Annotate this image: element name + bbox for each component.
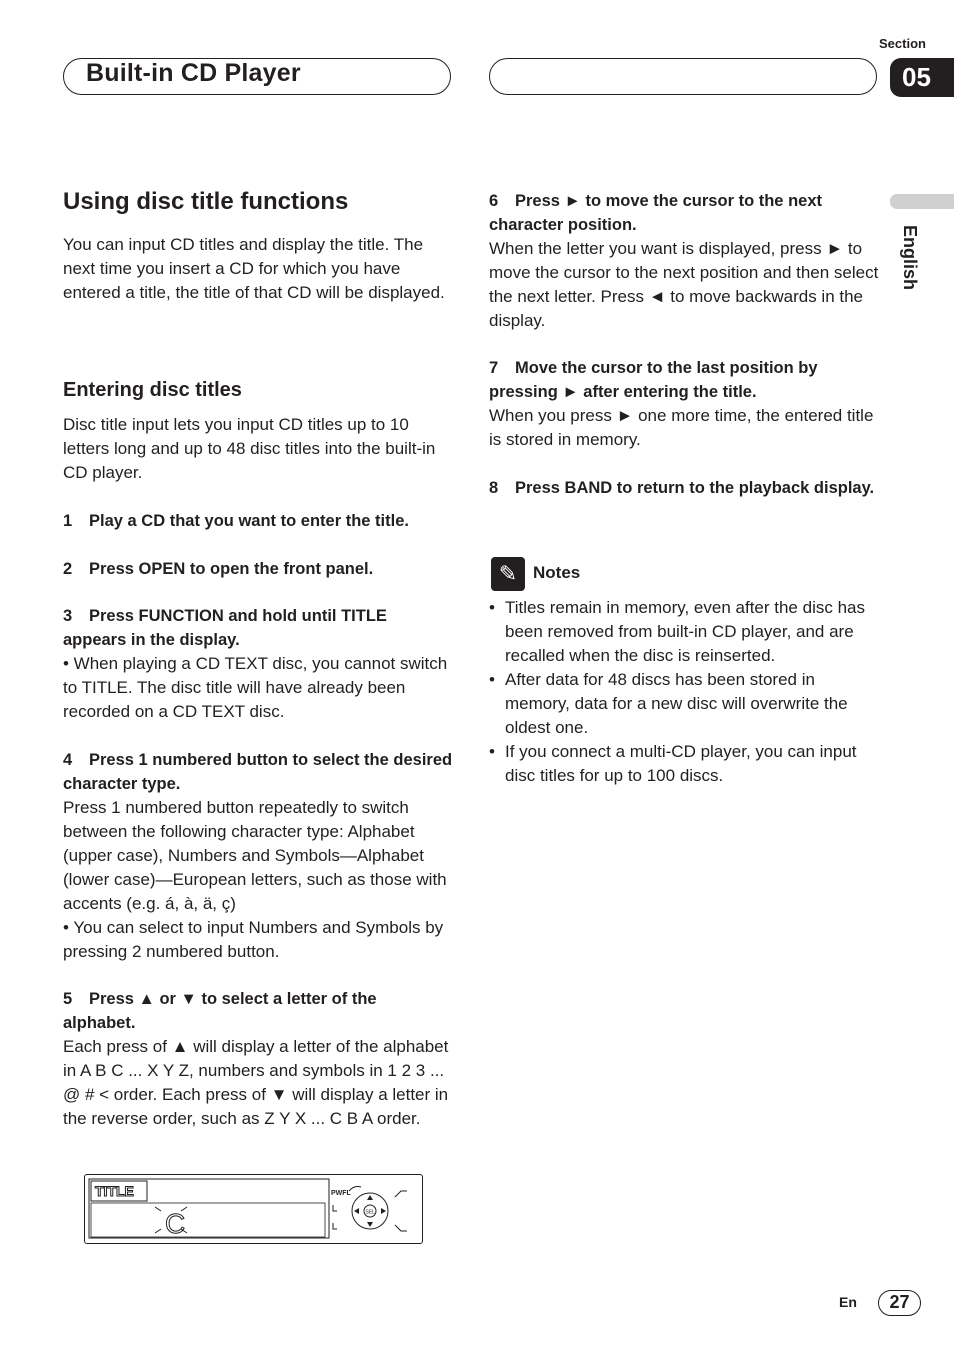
step-number: 3 — [63, 607, 73, 625]
step-text: Press 1 numbered button to select the desired character type. — [63, 751, 453, 793]
step-text: Press ► to move the cursor to the next character position. — [489, 192, 822, 234]
step-text: Press FUNCTION and hold until TITLE appears in the display. — [63, 607, 387, 649]
pwfl-indicator: PWFL — [331, 1190, 351, 1197]
left-column-sub — [63, 377, 453, 485]
intro-text: You can input CD titles and display the title. The next time you insert a CD for which you have entered a title, the title of that CD will be displayed. — [63, 235, 445, 302]
step-number: 4 — [63, 751, 73, 769]
language-tab — [890, 194, 954, 209]
step-number: 6 — [489, 192, 499, 210]
header-blank-frame — [489, 58, 877, 95]
step-8 — [489, 476, 879, 500]
step-body: Press 1 numbered button repeatedly to switch between the following character type: Alphabet (upper case), Numbers and Symbols—Alphabet (lower case)—European letters, such as those with accents (e.g. á, à, ä, ç) — [63, 798, 447, 913]
footer-language-code: En — [839, 1294, 857, 1310]
step-2 — [63, 557, 453, 581]
section-number-badge: 05 — [890, 58, 954, 97]
title-indicator: TITLE — [95, 1183, 134, 1199]
notes-heading: Notes — [533, 563, 581, 582]
display-illustration — [84, 1174, 423, 1244]
step-text: Move the cursor to the last position by pressing ► after entering the title. — [489, 359, 818, 401]
step-number: 5 — [63, 990, 73, 1008]
notes-icon: ✎ — [491, 557, 525, 591]
note-item: • After data for 48 discs has been stored in memory, data for a new disc will overwrite the oldest one. — [489, 668, 881, 740]
notes-list-wrap — [489, 596, 881, 788]
note-item: • Titles remain in memory, even after the disc has been removed from built-in CD player, and are recalled when the disc is reinserted. — [489, 596, 881, 668]
step-body: Each press of ▲ will display a letter of the alphabet in A B C ... X Y Z, numbers and symbols in 1 2 3 ... @ # < order. Each press of ▼ will display a letter in the reverse order, such as Z Y X ... C B A order. — [63, 1037, 449, 1128]
step-1 — [63, 509, 453, 533]
step-text: Play a CD that you want to enter the title. — [89, 512, 409, 530]
step-body: • When playing a CD TEXT disc, you cannot switch to TITLE. The disc title will have already been recorded on a CD TEXT disc. — [63, 654, 448, 721]
step-text: Press ▲ or ▼ to select a letter of the alphabet. — [63, 990, 377, 1032]
step-6 — [489, 189, 879, 333]
step-text: Press OPEN to open the front panel. — [89, 560, 374, 578]
section-heading: Using disc title functions — [63, 188, 349, 215]
notes-list — [489, 596, 881, 788]
step-body: When you press ► one more time, the entered title is stored in memory. — [489, 406, 874, 449]
display-panel-graphic — [85, 1175, 421, 1242]
language-label: English — [900, 225, 920, 291]
step-number: 2 — [63, 560, 73, 578]
step-number: 7 — [489, 359, 499, 377]
page-number: 27 — [878, 1290, 921, 1316]
left-column — [63, 187, 453, 305]
chapter-title: Built-in CD Player — [86, 59, 301, 87]
subsection-intro: Disc title input lets you input CD titles up to 10 letters long and up to 48 disc titles into the built-in CD player. — [63, 415, 436, 482]
step-number: 1 — [63, 512, 73, 530]
step-text: Press BAND to return to the playback display. — [515, 479, 875, 497]
step-4 — [63, 748, 453, 964]
step-5 — [63, 987, 453, 1131]
blinking-cursor-char: C — [165, 1208, 186, 1239]
step-7 — [489, 356, 879, 452]
section-label: Section — [879, 36, 926, 51]
step-body-bullet: • You can select to input Numbers and Symbols by pressing 2 numbered button. — [63, 918, 444, 961]
step-3 — [63, 604, 453, 724]
subsection-heading: Entering disc titles — [63, 379, 242, 401]
note-item: • If you connect a multi-CD player, you can input disc titles for up to 100 discs. — [489, 740, 881, 788]
step-body: When the letter you want is displayed, press ► to move the cursor to the next position and then select the next letter. Press ◄ to move backwards in the display. — [489, 239, 879, 330]
sel-label: SEL — [365, 1209, 375, 1216]
step-number: 8 — [489, 479, 499, 497]
